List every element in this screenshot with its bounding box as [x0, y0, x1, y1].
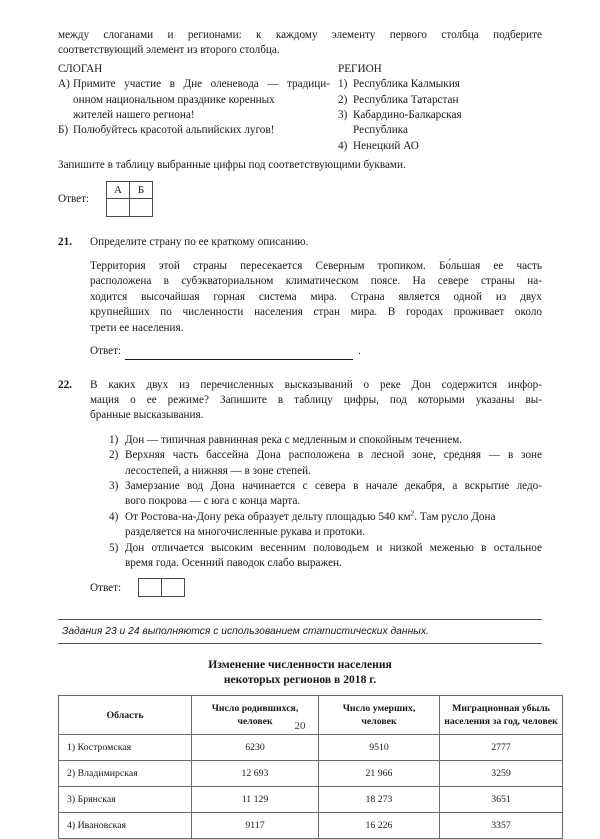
task-22-option-3-line-1: Замерзание вод Дона начинается с севера в начале декабря, а вскрытие ледо- — [125, 479, 542, 492]
task-22-prompt-line-1: В каких двух из перечисленных высказываний о реке Дон содержится инфор- — [90, 378, 542, 391]
stats-header-region-line-1: Область — [106, 709, 144, 721]
task-22-option-3 — [109, 479, 542, 510]
task-21-answer-area — [90, 344, 542, 359]
stats-table-title-line-1: Изменение численности населения — [208, 658, 392, 672]
stats-row-1-region: 1) Костромская — [59, 735, 192, 761]
task-22-option-5-line-2: время года. Осенний паводок слабо выражен. — [125, 556, 342, 569]
task-22-option-2 — [109, 448, 542, 479]
stats-row-2-born: 12 693 — [192, 761, 319, 787]
task-22-option-3-line-2: вого покрова — с юга с конца марта. — [125, 495, 301, 508]
task-22-option-2-marker: 2) — [109, 449, 119, 462]
slogan-item-b-marker: Б) — [58, 124, 69, 137]
task-22-option-4-line-2: разделяется на многочисленные рукава и протоки. — [125, 526, 365, 539]
slogan-item-a-line-1: Примите участие в Дне оленевода — традици- — [73, 78, 330, 91]
stats-header-died-line-2: человек — [361, 716, 397, 728]
stats-row-4-region: 4) Ивановская — [59, 813, 192, 839]
stats-header-born-line-1: Число родившихся, — [211, 703, 299, 715]
task-21-number: 21. — [58, 235, 72, 248]
task-22-options — [90, 433, 542, 572]
region-item-4-text: Ненецкий АО — [353, 139, 419, 152]
table-row — [59, 813, 563, 839]
region-item-3-line-2: Республика — [353, 124, 408, 137]
task-21-line-3: ходится высочайшая горная система мира. Страна является одной из двух — [90, 290, 542, 303]
task-22-option-4-line-1-part-a: От Ростова-на-Дону река образует дельту площадью 540 км — [125, 510, 411, 523]
task-20-intro-line-1: между слоганами и регионами: к каждому элементу первого столбца подберите — [58, 29, 542, 41]
slogan-item-a-line-2: онном национальном празднике коренных — [73, 93, 275, 106]
stats-table-title — [58, 657, 542, 687]
region-item-2-marker: 2) — [338, 93, 348, 106]
region-column — [330, 62, 542, 154]
task-22-option-4 — [109, 510, 542, 541]
task-22-option-5 — [109, 541, 542, 572]
task-21-line-1: Территория этой страны пересекается Северным тропиком. Бо́льшая ее часть — [90, 260, 542, 273]
task-21-prompt: Определите страну по ее краткому описанию. — [90, 235, 309, 248]
task-20-answer-label: Ответ: — [58, 192, 90, 205]
task-22-answer-row — [139, 579, 185, 597]
stats-row-3-migration: 3651 — [440, 787, 563, 813]
region-item-4 — [338, 139, 542, 154]
stats-header-migration-line-1: Миграционная убыль — [452, 703, 550, 715]
slogan-item-a — [58, 77, 330, 123]
stats-row-3-died: 18 273 — [319, 787, 440, 813]
task-21-body — [90, 235, 542, 360]
task-20-instruction: Запишите в таблицу выбранные цифры под соответствующими буквами. — [58, 159, 406, 172]
task-21-line-2: расположена в субэкваториальном климатическом поясе. На севере страны на- — [90, 275, 542, 288]
region-item-1-marker: 1) — [338, 78, 348, 91]
task-22-option-5-marker: 5) — [109, 541, 119, 554]
region-item-3-text — [353, 108, 542, 139]
task-22-option-2-line-2: лесостепей, а нижняя — в зоне степей. — [125, 464, 311, 477]
stats-header-died-line-1: Число умерших, — [342, 703, 416, 715]
stats-header-born-line-2: человек — [237, 716, 273, 728]
task-22-prompt-line-3: бранные высказывания. — [90, 409, 204, 422]
stats-row-3-born: 11 129 — [192, 787, 319, 813]
task-22-number: 22. — [58, 378, 72, 391]
stats-header-migration-line-2: населения за год, человек — [444, 716, 558, 728]
task-22-option-1-text: Дон — типичная равнинная река с медленным и спокойным течением. — [125, 433, 463, 446]
task-22-answer-cell-1[interactable] — [139, 579, 162, 597]
task-22-option-5-line-1: Дон отличается высоким весенним половодьем и низкой меженью в остальное — [125, 541, 542, 554]
task-20-block — [58, 28, 542, 217]
task-22-option-3-text — [125, 479, 542, 510]
stats-row-2-region: 2) Владимирская — [59, 761, 192, 787]
region-item-1-text: Республика Калмыкия — [353, 78, 460, 91]
table-row — [59, 761, 563, 787]
stats-row-1-migration: 2777 — [440, 735, 563, 761]
stats-row-1-born: 6230 — [192, 735, 319, 761]
task-22-option-2-text — [125, 448, 542, 479]
population-statistics-table — [58, 695, 563, 839]
slogan-item-a-marker: А) — [58, 78, 70, 91]
page-number: 20 — [294, 720, 306, 732]
task-22-answer-cell-2[interactable] — [162, 579, 185, 597]
stats-row-3-region: 3) Брянская — [59, 787, 192, 813]
region-item-3-line-1: Кабардино-Балкарская — [353, 109, 462, 122]
region-item-1 — [338, 77, 542, 92]
region-item-2-text: Республика Татарстан — [353, 93, 459, 106]
task-22-answer-label: Ответ: — [90, 581, 122, 594]
task-22-option-3-marker: 3) — [109, 479, 119, 492]
stats-table-title-line-2: некоторых регионов в 2018 г. — [223, 673, 377, 687]
stats-row-4-born: 9117 — [192, 813, 319, 839]
slogan-item-b — [58, 123, 330, 138]
task-21-answer-period: . — [358, 345, 361, 358]
task-21-answer-input[interactable] — [125, 349, 353, 360]
stats-row-4-migration: 3357 — [440, 813, 563, 839]
stats-row-2-died: 21 966 — [319, 761, 440, 787]
task-22-prompt-line-2: мация о ее режиме? Запишите в таблицу цифры, под которыми указаны вы- — [90, 393, 542, 406]
task-20-answer-cell-b[interactable] — [130, 198, 153, 216]
stats-row-1-died: 9510 — [319, 735, 440, 761]
region-item-3-marker: 3) — [338, 109, 348, 122]
task-22-block — [58, 378, 542, 598]
task-20-answer-cell-a[interactable] — [107, 198, 130, 216]
task-22-option-4-line-1-part-b: . Там русло Дона — [414, 510, 496, 523]
task-22-answer-area — [90, 578, 542, 597]
task-21-answer-label: Ответ: — [90, 345, 122, 358]
table-row — [59, 787, 563, 813]
stats-table-body — [59, 735, 563, 839]
stats-row-4-died: 16 226 — [319, 813, 440, 839]
task-21-block — [58, 235, 542, 360]
task-20-answer-grid[interactable] — [106, 181, 153, 217]
region-column-header: РЕГИОН — [338, 62, 382, 75]
region-item-3 — [338, 108, 542, 139]
task-22-option-1 — [109, 433, 542, 448]
task-22-option-4-line-1 — [125, 510, 542, 525]
task-21-description — [90, 259, 542, 336]
task-20-answer-area — [58, 181, 542, 217]
task-22-option-2-line-1: Верхняя часть бассейна Дона расположена в лесной зоне, средняя — в зоне — [125, 449, 542, 462]
slogan-column — [58, 62, 330, 154]
stats-row-2-migration: 3259 — [440, 761, 563, 787]
slogan-item-a-line-3: жителей нашего региона! — [73, 109, 195, 122]
task-22-body — [90, 378, 542, 598]
task-20-answer-header-row — [107, 181, 153, 198]
task-20-answer-header-a: А — [107, 181, 130, 198]
task-20-answer-value-row — [107, 198, 153, 216]
slogan-item-a-text — [73, 77, 330, 123]
task-21-line-5: трети ее населения. — [90, 321, 184, 334]
task-22-option-4-marker: 4) — [109, 510, 119, 523]
task-22-option-4-text — [125, 510, 542, 541]
statistics-note-banner — [58, 619, 542, 644]
region-item-2 — [338, 93, 542, 108]
task-22-option-5-text — [125, 541, 542, 572]
task-22-option-1-marker: 1) — [109, 433, 119, 446]
slogan-item-b-text: Полюбуйтесь красотой альпийских лугов! — [73, 124, 275, 137]
task-22-option-4-superscript: 2 — [410, 508, 415, 518]
task-21-line-4: крупнейших по численности населения стран мира. В городах проживает около — [90, 306, 542, 319]
table-row — [59, 735, 563, 761]
statistics-note-text: Задания 23 и 24 выполняются с использованием статистических данных. — [62, 626, 429, 638]
task-22-answer-grid[interactable] — [138, 578, 185, 597]
region-item-4-marker: 4) — [338, 139, 348, 152]
task-20-columns — [58, 62, 542, 154]
task-20-intro-line-2: соответствующий элемент из второго столбца. — [58, 44, 280, 57]
task-20-answer-header-b: Б — [130, 181, 153, 198]
slogan-column-header: СЛОГАН — [58, 62, 103, 75]
